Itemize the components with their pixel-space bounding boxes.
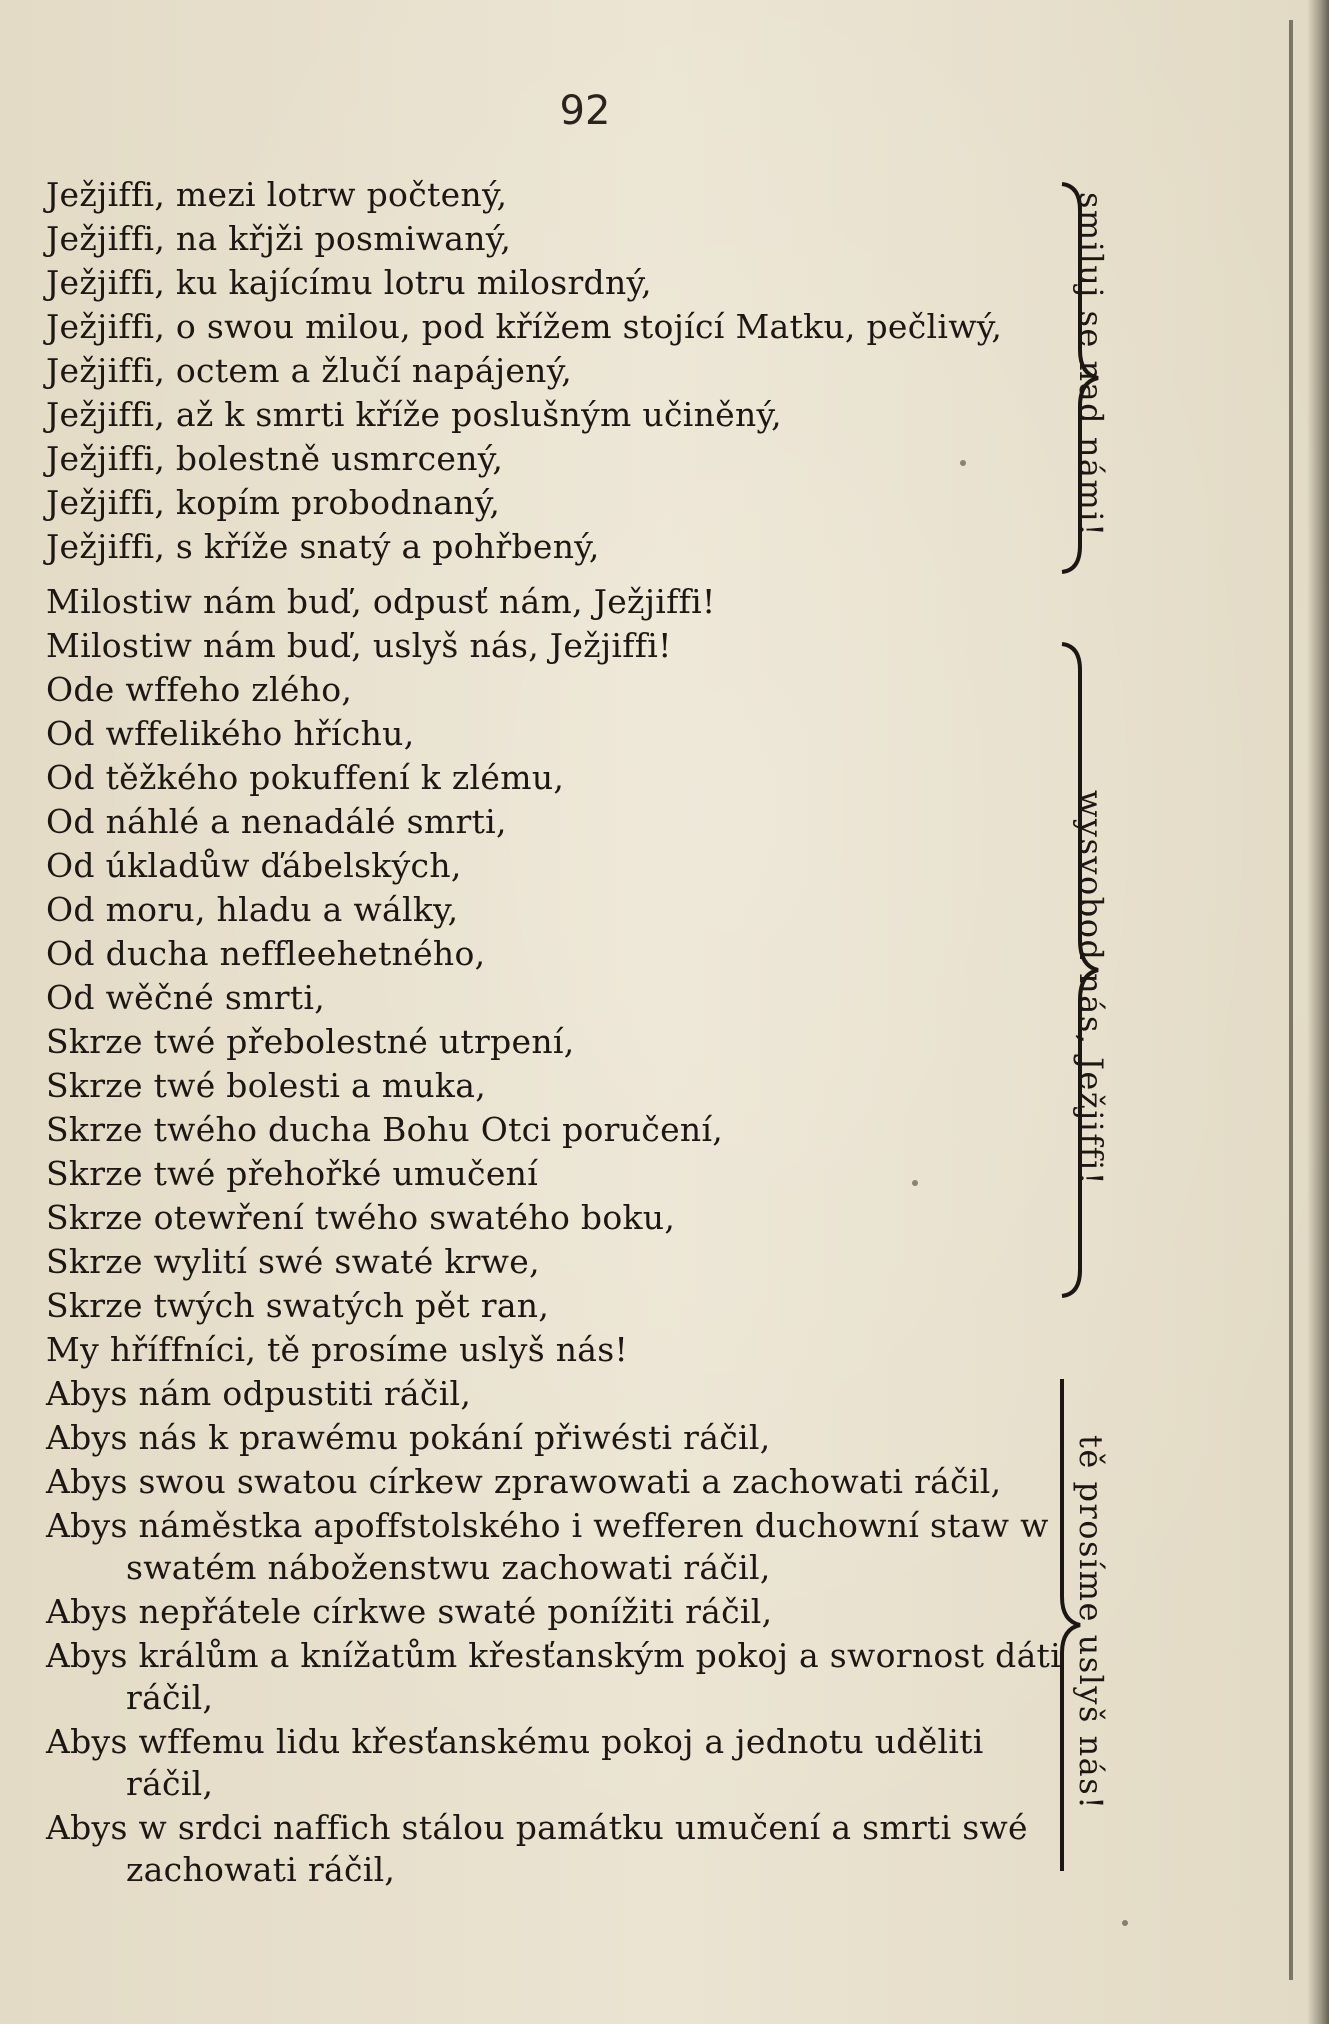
litany-line: Skrze twých swatých pět ran, — [46, 1286, 550, 1325]
litany-line: Od wffelikého hříchu, — [46, 714, 415, 753]
litany-line: Skrze twého ducha Bohu Otci poručení, — [46, 1110, 724, 1149]
litany-line: Od wěčné smrti, — [46, 978, 326, 1017]
mercy-line: Milostiw nám buď, uslyš nás, Ježjiffi! — [46, 626, 672, 665]
litany-line: Skrze twé bolesti a muka, — [46, 1066, 486, 1105]
litany-line: Ježjiffi, s kříže snatý a pohřbený, — [46, 527, 600, 566]
side-label-2: wysvobod nás, Ježjiffi! — [1072, 790, 1110, 1187]
litany-line: Skrze wylití swé swaté krwe, — [46, 1242, 540, 1281]
litany-line: Skrze twé přehořké umučení — [46, 1154, 539, 1193]
paper-speck — [960, 460, 966, 466]
side-label-3: tě prosíme uslyš nás! — [1072, 1435, 1110, 1811]
binding-edge-line — [1289, 20, 1293, 1980]
litany-line: Abys nepřátele církwe swaté ponížiti ráčil, — [46, 1592, 773, 1631]
paper-speck — [912, 1180, 918, 1186]
litany-line-continued: swatém náboženstwu zachowati ráčil, — [126, 1548, 771, 1587]
binding-shadow — [1307, 0, 1329, 2024]
litany-line: Od ducha neffleehetného, — [46, 934, 486, 973]
side-label-1: smiluj se nad námi! — [1072, 192, 1110, 538]
litany-line: Abys králům a knížatům křesťanským pokoj a swornost dáti — [46, 1636, 1061, 1675]
mercy-line: Milostiw nám buď, odpusť nám, Ježjiffi! — [46, 582, 716, 621]
litany-line: Abys swou swatou církew zprawowati a zachowati ráčil, — [46, 1462, 1002, 1501]
litany-line: Ježjiffi, ku kajícímu lotru milosrdný, — [46, 263, 652, 302]
litany-line-continued: ráčil, — [126, 1764, 214, 1803]
litany-line: Ježjiffi, na křjži posmiwaný, — [46, 219, 512, 258]
litany-line: Od těžkého pokuffení k zlému, — [46, 758, 565, 797]
litany-line: Ježjiffi, až k smrti kříže poslušným učiněný, — [46, 395, 782, 434]
litany-line-continued: ráčil, — [126, 1678, 214, 1717]
litany-line: Ježjiffi, bolestně usmrcený, — [46, 439, 504, 478]
litany-line: Ode wffeho zlého, — [46, 670, 353, 709]
litany-line: Ježjiffi, octem a žlučí napájený, — [46, 351, 573, 390]
litany-line: Od úkladůw ďábelských, — [46, 846, 462, 885]
litany-line: Skrze otewření twého swatého boku, — [46, 1198, 676, 1237]
sinners-line: My hříffníci, tě prosíme uslyš nás! — [46, 1330, 629, 1369]
litany-line: Abys wffemu lidu křesťanskému pokoj a jednotu uděliti — [46, 1722, 984, 1761]
litany-line: Od náhlé a nenadálé smrti, — [46, 802, 507, 841]
litany-line-continued: zachowati ráčil, — [126, 1850, 396, 1889]
page-number: 92 — [559, 88, 611, 134]
paper-speck — [1122, 1920, 1128, 1926]
litany-line: Ježjiffi, mezi lotrw počtený, — [46, 175, 508, 214]
litany-line: Skrze twé přebolestné utrpení, — [46, 1022, 575, 1061]
litany-line: Ježjiffi, o swou milou, pod křížem stojící Matku, pečliwý, — [46, 307, 1003, 346]
litany-line: Abys w srdci naffich stálou památku umučení a smrti swé — [46, 1808, 1028, 1847]
litany-line: Ježjiffi, kopím probodnaný, — [46, 483, 501, 522]
litany-line: Abys náměstka apoffstolského i wefferen duchowní staw w — [46, 1506, 1049, 1545]
litany-line: Abys nás k prawému pokání přiwésti ráčil, — [46, 1418, 771, 1457]
litany-line: Od moru, hladu a wálky, — [46, 890, 459, 929]
litany-line: Abys nám odpustiti ráčil, — [46, 1374, 472, 1413]
